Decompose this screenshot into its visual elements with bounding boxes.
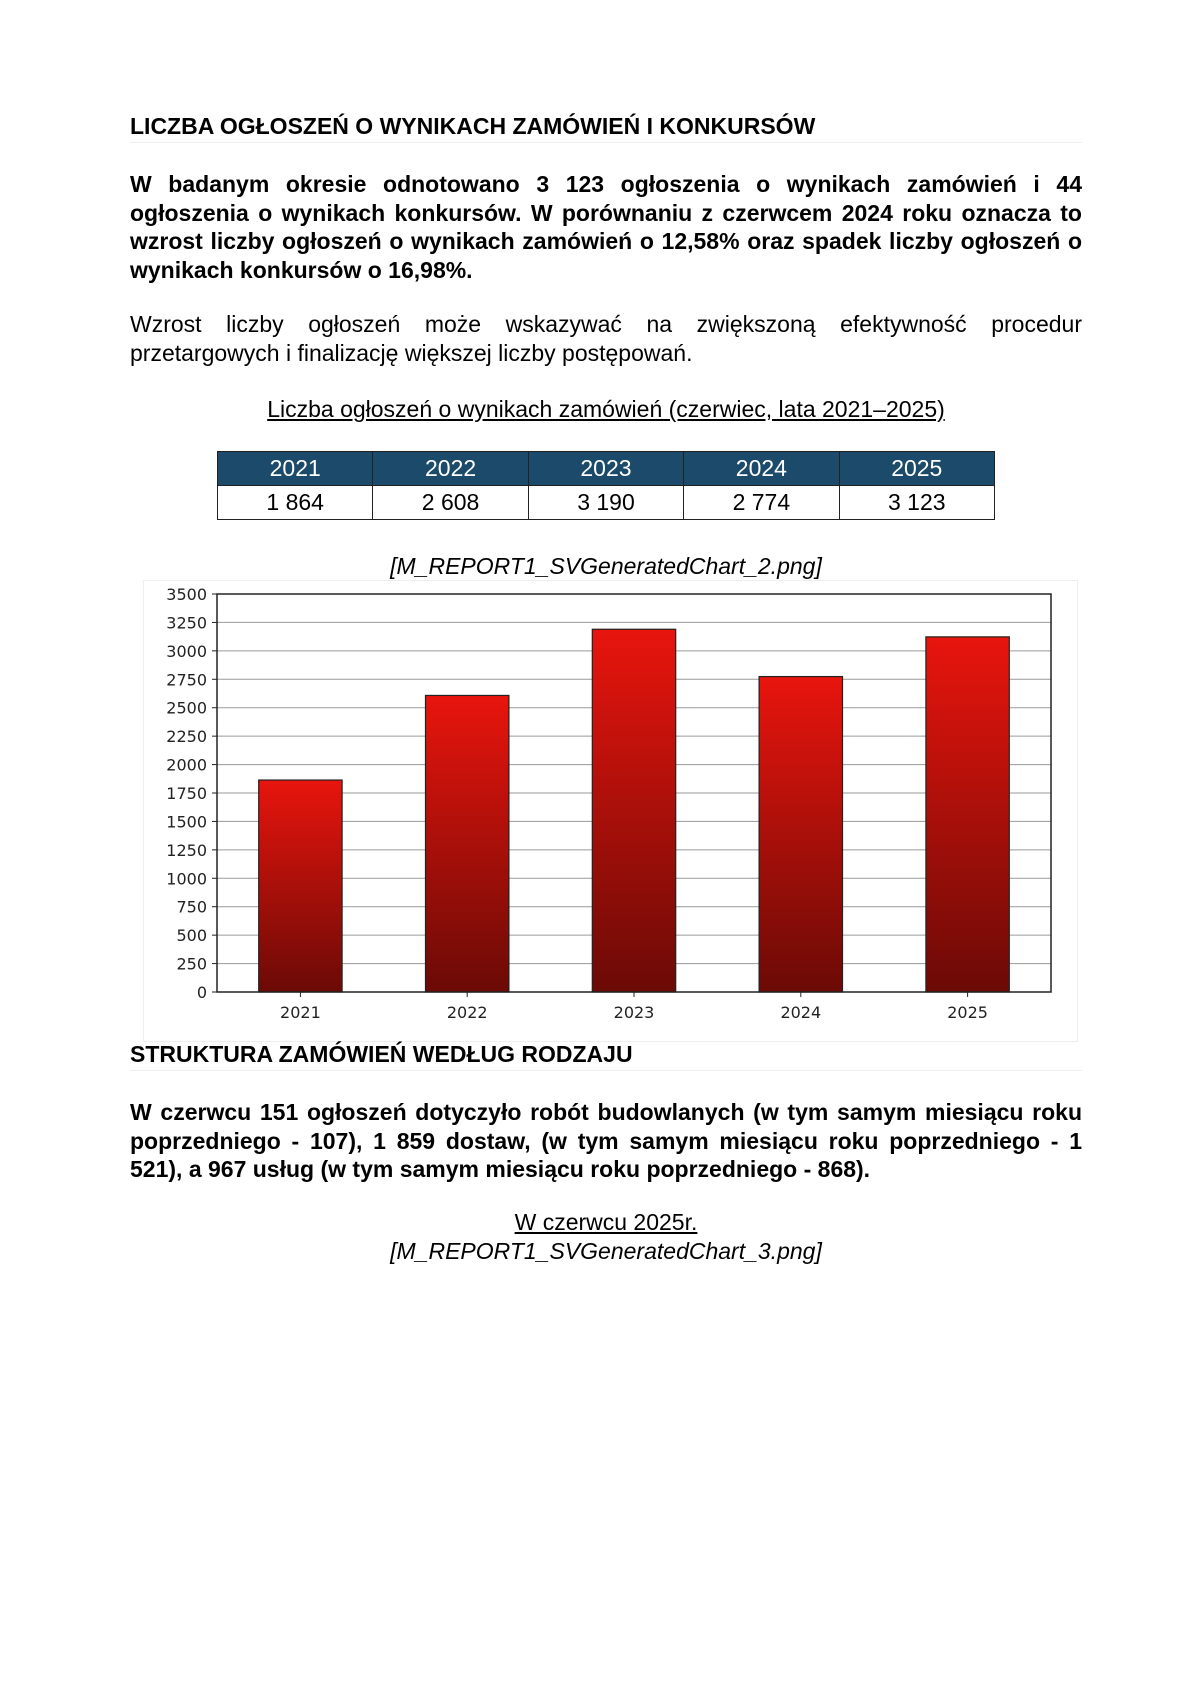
structure-paragraph: W czerwcu 151 ogłoszeń dotyczyło robót budowlanych (w tym samym miesiącu roku poprzedniego - 107), 1 859 dostaw, (w tym samym miesiącu roku poprzedniego - 1 521), a 967 usług (w tym samym miesiącu roku poprzedniego - 868). [130, 1099, 1082, 1182]
y-tick-label: 1000 [166, 869, 207, 889]
y-tick-label: 2250 [166, 727, 207, 747]
table-header-row [218, 452, 995, 486]
bar-chart [143, 580, 1078, 1042]
x-tick-label: 2024 [780, 1003, 822, 1022]
table-cell: 2 774 [684, 486, 839, 520]
table-row [218, 486, 995, 520]
bar-2021 [259, 780, 342, 992]
y-tick-label: 500 [176, 926, 207, 946]
y-tick-label: 1750 [166, 784, 207, 803]
table-header-cell: 2025 [839, 452, 994, 486]
table-header-cell: 2024 [684, 452, 839, 486]
chart-caption: W czerwcu 2025r. [514, 1209, 698, 1235]
bar-2025 [926, 637, 1009, 992]
bar-2024 [759, 677, 842, 992]
table-header-cell: 2021 [218, 452, 373, 486]
y-tick-label: 250 [176, 954, 207, 974]
y-tick-label: 2750 [166, 670, 207, 690]
y-tick-label: 3000 [166, 641, 207, 661]
bar-2023 [592, 629, 675, 992]
table-cell: 2 608 [373, 486, 528, 520]
results-table [217, 451, 995, 520]
table-cell: 3 123 [839, 486, 994, 520]
table-caption: Liczba ogłoszeń o wynikach zamówień (czerwiec, lata 2021–2025) [267, 396, 945, 422]
y-tick-label: 3250 [166, 613, 207, 633]
x-tick-label: 2021 [280, 1003, 321, 1022]
bar-chart-svg [143, 580, 1078, 1042]
y-tick-label: 1500 [166, 812, 207, 832]
y-tick-label: 1250 [166, 840, 207, 860]
analysis-paragraph: Wzrost liczby ogłoszeń może wskazywać na zwiększoną efektywność procedur przetargowych i finalizację większej liczby postępowań. [130, 311, 1082, 366]
y-tick-label: 2000 [166, 755, 207, 775]
table-cell: 1 864 [218, 486, 373, 520]
table-header-cell: 2022 [373, 452, 528, 486]
y-tick-label: 3500 [166, 585, 207, 604]
table-header-cell: 2023 [528, 452, 683, 486]
summary-paragraph: W badanym okresie odnotowano 3 123 ogłoszenia o wynikach zamówień i 44 ogłoszenia o wynikach konkursów. W porównaniu z czerwcem 2024 roku oznacza to wzrost liczby ogłoszeń o wynikach zamówień o 12,58% oraz spadek liczby ogłoszeń o wynikach konkursów o 16,98%. [130, 171, 1082, 283]
section-heading-announcements: LICZBA OGŁOSZEŃ O WYNIKACH ZAMÓWIEŃ I KONKURSÓW [130, 112, 1082, 143]
x-tick-label: 2023 [613, 1003, 655, 1022]
chart-filename-2: [M_REPORT1_SVGeneratedChart_3.png] [390, 1238, 822, 1264]
y-tick-label: 2500 [166, 698, 207, 718]
section-heading-structure: STRUKTURA ZAMÓWIEŃ WEDŁUG RODZAJU [130, 1040, 1082, 1071]
y-tick-label: 0 [196, 983, 207, 1002]
bar-2022 [426, 695, 509, 992]
chart-filename: [M_REPORT1_SVGeneratedChart_2.png] [390, 553, 822, 579]
table-cell: 3 190 [528, 486, 683, 520]
y-tick-label: 750 [176, 897, 207, 917]
x-tick-label: 2025 [947, 1003, 988, 1022]
x-tick-label: 2022 [446, 1003, 488, 1022]
